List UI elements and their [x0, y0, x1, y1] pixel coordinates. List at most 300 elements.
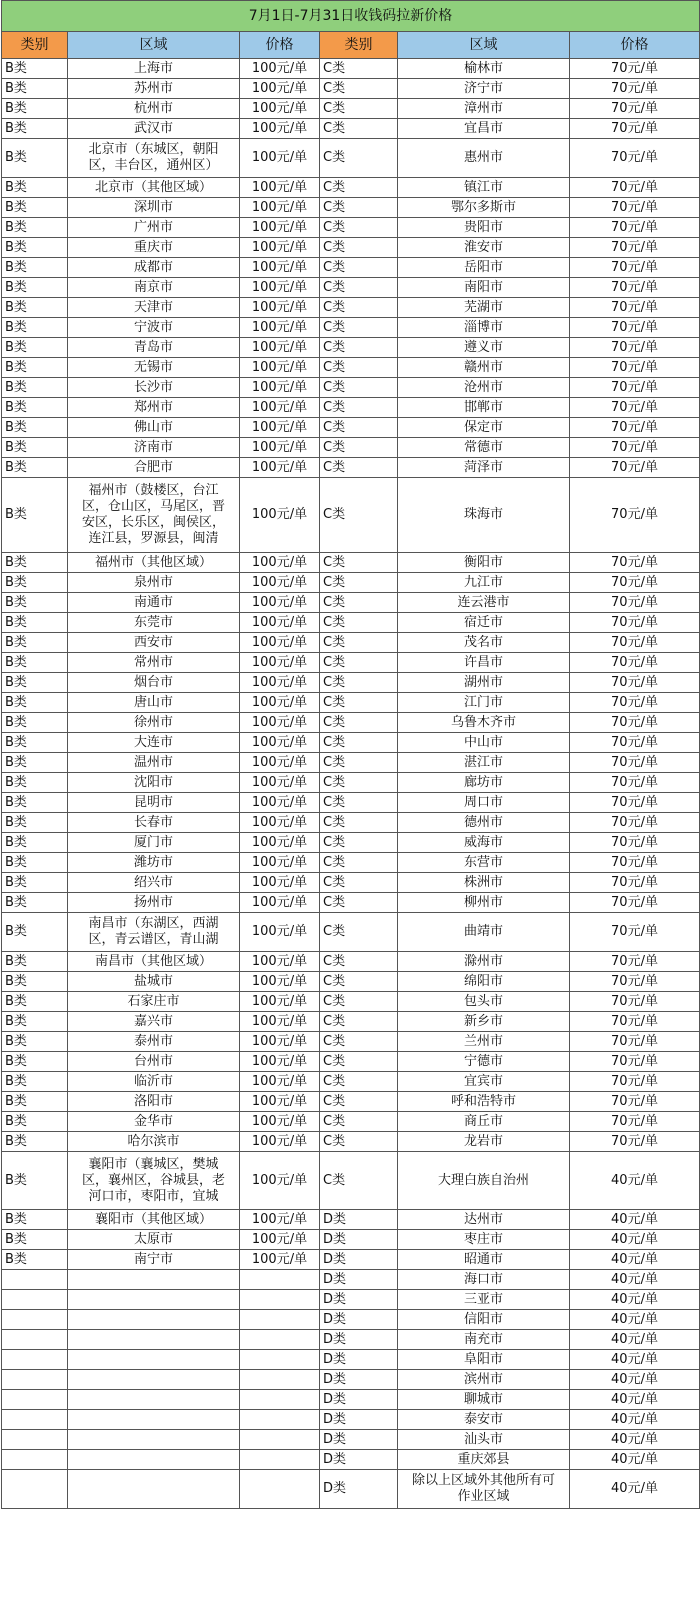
category-right-text: C类 — [323, 894, 346, 910]
category-left-text: B类 — [5, 379, 27, 395]
region-left-text: 常州市 — [133, 654, 173, 670]
cell-price-left — [240, 913, 320, 952]
cell-region-right — [398, 813, 570, 833]
price-left-text: 100元/单 — [251, 1211, 308, 1227]
cell-price-right — [570, 119, 700, 139]
cell-price-left — [240, 1390, 320, 1410]
table-row — [2, 1330, 700, 1350]
cell-category-right — [320, 218, 398, 238]
cell-category-right — [320, 613, 398, 633]
cell-category-right — [320, 1152, 398, 1210]
cell-price-right — [570, 1270, 700, 1290]
region-right-text: 柳州市 — [463, 894, 503, 910]
category-right-text: C类 — [323, 60, 346, 76]
cell-price-right — [570, 1430, 700, 1450]
cell-category-right — [320, 733, 398, 753]
region-left-text: 泰州市 — [133, 1033, 173, 1049]
cell-category-left — [2, 1310, 68, 1330]
cell-region-right — [398, 178, 570, 198]
cell-category-left — [2, 773, 68, 793]
price-right-text: 70元/单 — [611, 1073, 658, 1089]
cell-price-right — [570, 1132, 700, 1152]
table-row — [2, 1092, 700, 1112]
table-row — [2, 1290, 700, 1310]
category-right-text: C类 — [323, 694, 346, 710]
region-left-text: 深圳市 — [133, 199, 173, 215]
region-left-text: 苏州市 — [133, 80, 173, 96]
cell-price-right — [570, 853, 700, 873]
cell-region-right — [398, 913, 570, 952]
price-right-text: 70元/单 — [611, 674, 658, 690]
cell-category-left — [2, 358, 68, 378]
cell-region-right — [398, 438, 570, 458]
header-price-right: 价格 — [570, 32, 700, 59]
cell-category-left — [2, 59, 68, 79]
price-left-text: 100元/单 — [251, 1013, 308, 1029]
price-right-text: 40元/单 — [611, 1211, 658, 1227]
cell-region-right — [398, 1290, 570, 1310]
cell-region-left — [68, 1032, 240, 1052]
cell-category-left — [2, 258, 68, 278]
cell-region-left — [68, 258, 240, 278]
category-left-text: B类 — [5, 973, 27, 989]
cell-region-right — [398, 613, 570, 633]
region-right-text: 中山市 — [463, 734, 503, 750]
category-left-text: B类 — [5, 459, 27, 475]
region-left-text: 襄阳市（襄城区，樊城 区，襄州区，谷城县，老 河口市，枣阳市，宜城 — [81, 1156, 225, 1204]
table-row — [2, 1230, 700, 1250]
category-right-text: D类 — [323, 1411, 347, 1427]
cell-price-left — [240, 972, 320, 992]
cell-price-right — [570, 873, 700, 893]
cell-region-right — [398, 853, 570, 873]
cell-category-right — [320, 1072, 398, 1092]
price-right-text: 70元/单 — [611, 150, 658, 165]
region-left-text: 青岛市 — [133, 339, 173, 355]
price-right-text: 70元/单 — [611, 319, 658, 335]
price-left-text: 100元/单 — [251, 1113, 308, 1129]
table-row — [2, 1270, 700, 1290]
category-right-text: C类 — [323, 854, 346, 870]
category-left-text: B类 — [5, 80, 27, 96]
cell-region-right — [398, 1052, 570, 1072]
table-row — [2, 1410, 700, 1430]
cell-region-left — [68, 1152, 240, 1210]
region-left-text: 太原市 — [133, 1231, 173, 1247]
cell-region-right — [398, 1132, 570, 1152]
region-right-text: 南充市 — [463, 1331, 503, 1347]
cell-price-right — [570, 1092, 700, 1112]
category-right-text: D类 — [323, 1351, 347, 1367]
cell-price-left — [240, 59, 320, 79]
price-right-text: 70元/单 — [611, 754, 658, 770]
region-left-text: 绍兴市 — [133, 874, 173, 890]
region-right-text: 宿迁市 — [463, 614, 503, 630]
cell-region-left — [68, 972, 240, 992]
region-left-text: 盐城市 — [133, 973, 173, 989]
cell-price-left — [240, 1290, 320, 1310]
cell-price-left — [240, 398, 320, 418]
table-row — [2, 1250, 700, 1270]
cell-price-right — [570, 1012, 700, 1032]
cell-category-left — [2, 198, 68, 218]
table-row — [2, 218, 700, 238]
price-left-text: 100元/单 — [251, 80, 308, 96]
region-right-text: 商丘市 — [463, 1113, 503, 1129]
price-right-text: 70元/单 — [611, 80, 658, 96]
region-right-text: 重庆郊县 — [457, 1451, 510, 1467]
cell-price-right — [570, 972, 700, 992]
cell-price-right — [570, 1112, 700, 1132]
cell-category-right — [320, 1132, 398, 1152]
category-right-text: C类 — [323, 1093, 346, 1109]
price-right-text: 40元/单 — [611, 1271, 658, 1287]
region-left-text: 潍坊市 — [133, 854, 173, 870]
region-left-text: 重庆市 — [133, 239, 173, 255]
price-left-text: 100元/单 — [251, 834, 308, 850]
cell-region-left — [68, 573, 240, 593]
region-right-text: 三亚市 — [463, 1291, 503, 1307]
category-left-text: B类 — [5, 1172, 27, 1188]
cell-region-right — [398, 873, 570, 893]
cell-price-right — [570, 178, 700, 198]
cell-region-right — [398, 1152, 570, 1210]
category-left-text: B类 — [5, 419, 27, 435]
cell-price-left — [240, 653, 320, 673]
region-left-text: 无锡市 — [133, 359, 173, 375]
cell-region-left — [68, 478, 240, 553]
cell-region-left — [68, 1390, 240, 1410]
cell-category-right — [320, 873, 398, 893]
cell-price-right — [570, 1350, 700, 1370]
region-right-text: 绵阳市 — [463, 973, 503, 989]
cell-region-right — [398, 972, 570, 992]
table-row — [2, 79, 700, 99]
cell-price-left — [240, 1370, 320, 1390]
cell-category-right — [320, 418, 398, 438]
region-right-text: 聊城市 — [463, 1391, 503, 1407]
region-left-text: 沈阳市 — [133, 774, 173, 790]
region-right-text: 连云港市 — [457, 594, 510, 610]
price-right-text: 70元/单 — [611, 299, 658, 315]
category-right-text: C类 — [323, 953, 346, 969]
cell-region-left — [68, 992, 240, 1012]
category-right-text: C类 — [323, 924, 346, 939]
category-left-text: B类 — [5, 894, 27, 910]
table-row — [2, 438, 700, 458]
region-left-text: 南通市 — [133, 594, 173, 610]
category-right-text: C类 — [323, 299, 346, 315]
cell-category-right — [320, 198, 398, 218]
category-right-text: C类 — [323, 1053, 346, 1069]
cell-category-right — [320, 1230, 398, 1250]
cell-category-right — [320, 793, 398, 813]
price-right-text: 40元/单 — [611, 1431, 658, 1447]
cell-category-right — [320, 992, 398, 1012]
cell-price-right — [570, 653, 700, 673]
category-left-text: B类 — [5, 574, 27, 590]
region-right-text: 榆林市 — [463, 60, 503, 76]
cell-region-left — [68, 1072, 240, 1092]
cell-category-right — [320, 59, 398, 79]
cell-price-right — [570, 1210, 700, 1230]
region-left-text: 扬州市 — [133, 894, 173, 910]
cell-category-left — [2, 1450, 68, 1470]
price-right-text: 70元/单 — [611, 814, 658, 830]
header-region-right: 区域 — [398, 32, 570, 59]
cell-category-left — [2, 1410, 68, 1430]
price-left-text: 100元/单 — [251, 120, 308, 136]
cell-price-right — [570, 378, 700, 398]
cell-region-left — [68, 119, 240, 139]
region-left-text: 宁波市 — [133, 319, 173, 335]
price-left-text: 100元/单 — [251, 319, 308, 335]
cell-price-left — [240, 258, 320, 278]
cell-price-left — [240, 633, 320, 653]
cell-price-left — [240, 1270, 320, 1290]
cell-region-right — [398, 478, 570, 553]
cell-region-left — [68, 1330, 240, 1350]
price-right-text: 40元/单 — [611, 1231, 658, 1247]
price-right-text: 40元/单 — [611, 1291, 658, 1307]
cell-category-right — [320, 713, 398, 733]
price-right-text: 70元/单 — [611, 594, 658, 610]
category-right-text: C类 — [323, 419, 346, 435]
cell-region-right — [398, 59, 570, 79]
price-left-text: 100元/单 — [251, 694, 308, 710]
cell-category-left — [2, 119, 68, 139]
category-left-text: B类 — [5, 150, 27, 165]
region-right-text: 茂名市 — [463, 634, 503, 650]
category-right-text: D类 — [323, 1311, 347, 1327]
cell-region-right — [398, 198, 570, 218]
cell-region-right — [398, 713, 570, 733]
category-left-text: B类 — [5, 279, 27, 295]
cell-category-right — [320, 593, 398, 613]
category-right-text: C类 — [323, 259, 346, 275]
cell-region-left — [68, 79, 240, 99]
table-row — [2, 913, 700, 952]
cell-category-left — [2, 1250, 68, 1270]
cell-region-right — [398, 1012, 570, 1032]
cell-region-right — [398, 238, 570, 258]
region-right-text: 芜湖市 — [463, 299, 503, 315]
cell-price-left — [240, 238, 320, 258]
category-left-text: B类 — [5, 594, 27, 610]
cell-price-right — [570, 952, 700, 972]
header-row — [2, 32, 700, 59]
cell-category-right — [320, 673, 398, 693]
category-right-text: C类 — [323, 150, 346, 165]
region-left-text: 唐山市 — [133, 694, 173, 710]
cell-category-left — [2, 753, 68, 773]
region-right-text: 包头市 — [463, 993, 503, 1009]
cell-price-left — [240, 713, 320, 733]
price-left-text: 100元/单 — [251, 774, 308, 790]
price-right-text: 70元/单 — [611, 734, 658, 750]
cell-region-right — [398, 79, 570, 99]
cell-price-right — [570, 553, 700, 573]
cell-region-left — [68, 833, 240, 853]
table-row — [2, 418, 700, 438]
cell-price-left — [240, 458, 320, 478]
cell-price-left — [240, 1450, 320, 1470]
region-right-text: 贵阳市 — [463, 219, 503, 235]
region-left-text: 福州市（鼓楼区，台江 区，仓山区，马尾区，晋 安区，长乐区，闽侯区， 连江县，罗源县，闽清 — [81, 483, 225, 546]
region-right-text: 兰州市 — [463, 1033, 503, 1049]
cell-category-left — [2, 178, 68, 198]
cell-price-right — [570, 753, 700, 773]
price-right-text: 70元/单 — [611, 554, 658, 570]
category-left-text: B类 — [5, 953, 27, 969]
cell-region-right — [398, 1210, 570, 1230]
cell-region-left — [68, 338, 240, 358]
cell-price-right — [570, 79, 700, 99]
cell-category-left — [2, 278, 68, 298]
region-left-text: 南宁市 — [133, 1251, 173, 1267]
cell-region-left — [68, 1410, 240, 1430]
category-right-text: C类 — [323, 459, 346, 475]
region-right-text: 曲靖市 — [463, 924, 503, 939]
cell-category-right — [320, 478, 398, 553]
cell-region-left — [68, 1370, 240, 1390]
table-row — [2, 873, 700, 893]
cell-region-left — [68, 753, 240, 773]
region-left-text: 长沙市 — [133, 379, 173, 395]
cell-price-left — [240, 1112, 320, 1132]
region-right-text: 周口市 — [463, 794, 503, 810]
price-left-text: 100元/单 — [251, 874, 308, 890]
region-right-text: 昭通市 — [463, 1251, 503, 1267]
cell-category-left — [2, 418, 68, 438]
category-right-text: C类 — [323, 339, 346, 355]
category-right-text: C类 — [323, 199, 346, 215]
cell-category-left — [2, 478, 68, 553]
cell-region-right — [398, 378, 570, 398]
category-left-text: B类 — [5, 814, 27, 830]
price-left-text: 100元/单 — [251, 1053, 308, 1069]
cell-category-left — [2, 813, 68, 833]
cell-category-left — [2, 913, 68, 952]
cell-category-right — [320, 338, 398, 358]
category-left-text: B类 — [5, 634, 27, 650]
region-right-text: 信阳市 — [463, 1311, 503, 1327]
cell-price-left — [240, 553, 320, 573]
cell-price-right — [570, 258, 700, 278]
cell-category-left — [2, 458, 68, 478]
cell-category-left — [2, 1052, 68, 1072]
table-row — [2, 972, 700, 992]
cell-category-left — [2, 1210, 68, 1230]
cell-region-left — [68, 1250, 240, 1270]
cell-price-left — [240, 733, 320, 753]
price-left-text: 100元/单 — [251, 439, 308, 455]
region-left-text: 南京市 — [133, 279, 173, 295]
category-right-text: C类 — [323, 993, 346, 1009]
cell-category-left — [2, 1152, 68, 1210]
price-left-text: 100元/单 — [251, 924, 308, 939]
cell-category-left — [2, 873, 68, 893]
cell-price-left — [240, 992, 320, 1012]
price-left-text: 100元/单 — [251, 379, 308, 395]
cell-region-left — [68, 99, 240, 119]
price-left-text: 100元/单 — [251, 614, 308, 630]
price-left-text: 100元/单 — [251, 1251, 308, 1267]
cell-region-left — [68, 238, 240, 258]
cell-price-left — [240, 1012, 320, 1032]
cell-region-right — [398, 1032, 570, 1052]
region-right-text: 九江市 — [463, 574, 503, 590]
region-left-text: 洛阳市 — [133, 1093, 173, 1109]
category-left-text: B类 — [5, 239, 27, 255]
price-right-text: 70元/单 — [611, 634, 658, 650]
cell-category-left — [2, 853, 68, 873]
category-right-text: C类 — [323, 1033, 346, 1049]
cell-category-left — [2, 733, 68, 753]
cell-region-left — [68, 893, 240, 913]
region-right-text: 海口市 — [463, 1271, 503, 1287]
cell-region-left — [68, 1012, 240, 1032]
cell-category-right — [320, 99, 398, 119]
price-right-text: 70元/单 — [611, 924, 658, 939]
region-left-text: 济南市 — [133, 439, 173, 455]
cell-price-right — [570, 99, 700, 119]
cell-category-right — [320, 653, 398, 673]
cell-price-right — [570, 218, 700, 238]
cell-price-left — [240, 693, 320, 713]
cell-price-right — [570, 59, 700, 79]
price-left-text: 100元/单 — [251, 634, 308, 650]
price-left-text: 100元/单 — [251, 359, 308, 375]
cell-price-right — [570, 673, 700, 693]
cell-region-left — [68, 952, 240, 972]
cell-price-right — [570, 1470, 700, 1509]
cell-region-right — [398, 258, 570, 278]
table-row — [2, 358, 700, 378]
region-right-text: 阜阳市 — [463, 1351, 503, 1367]
category-left-text: B类 — [5, 319, 27, 335]
price-left-text: 100元/单 — [251, 507, 308, 522]
cell-category-right — [320, 1210, 398, 1230]
region-right-text: 汕头市 — [463, 1431, 503, 1447]
price-right-text: 70元/单 — [611, 379, 658, 395]
cell-category-left — [2, 1430, 68, 1450]
price-right-text: 70元/单 — [611, 834, 658, 850]
region-left-text: 郑州市 — [133, 399, 173, 415]
cell-price-left — [240, 1330, 320, 1350]
cell-region-right — [398, 1330, 570, 1350]
cell-region-left — [68, 1310, 240, 1330]
cell-region-right — [398, 139, 570, 178]
price-right-text: 70元/单 — [611, 1013, 658, 1029]
cell-price-right — [570, 813, 700, 833]
region-right-text: 宁德市 — [463, 1053, 503, 1069]
region-right-text: 东营市 — [463, 854, 503, 870]
cell-region-left — [68, 178, 240, 198]
cell-category-left — [2, 1012, 68, 1032]
region-right-text: 呼和浩特市 — [450, 1093, 516, 1109]
cell-category-left — [2, 438, 68, 458]
category-left-text: B类 — [5, 1093, 27, 1109]
table-row — [2, 573, 700, 593]
table-row — [2, 1370, 700, 1390]
category-left-text: B类 — [5, 714, 27, 730]
category-left-text: B类 — [5, 339, 27, 355]
cell-price-right — [570, 1330, 700, 1350]
cell-price-right — [570, 358, 700, 378]
cell-region-left — [68, 1132, 240, 1152]
cell-region-left — [68, 198, 240, 218]
